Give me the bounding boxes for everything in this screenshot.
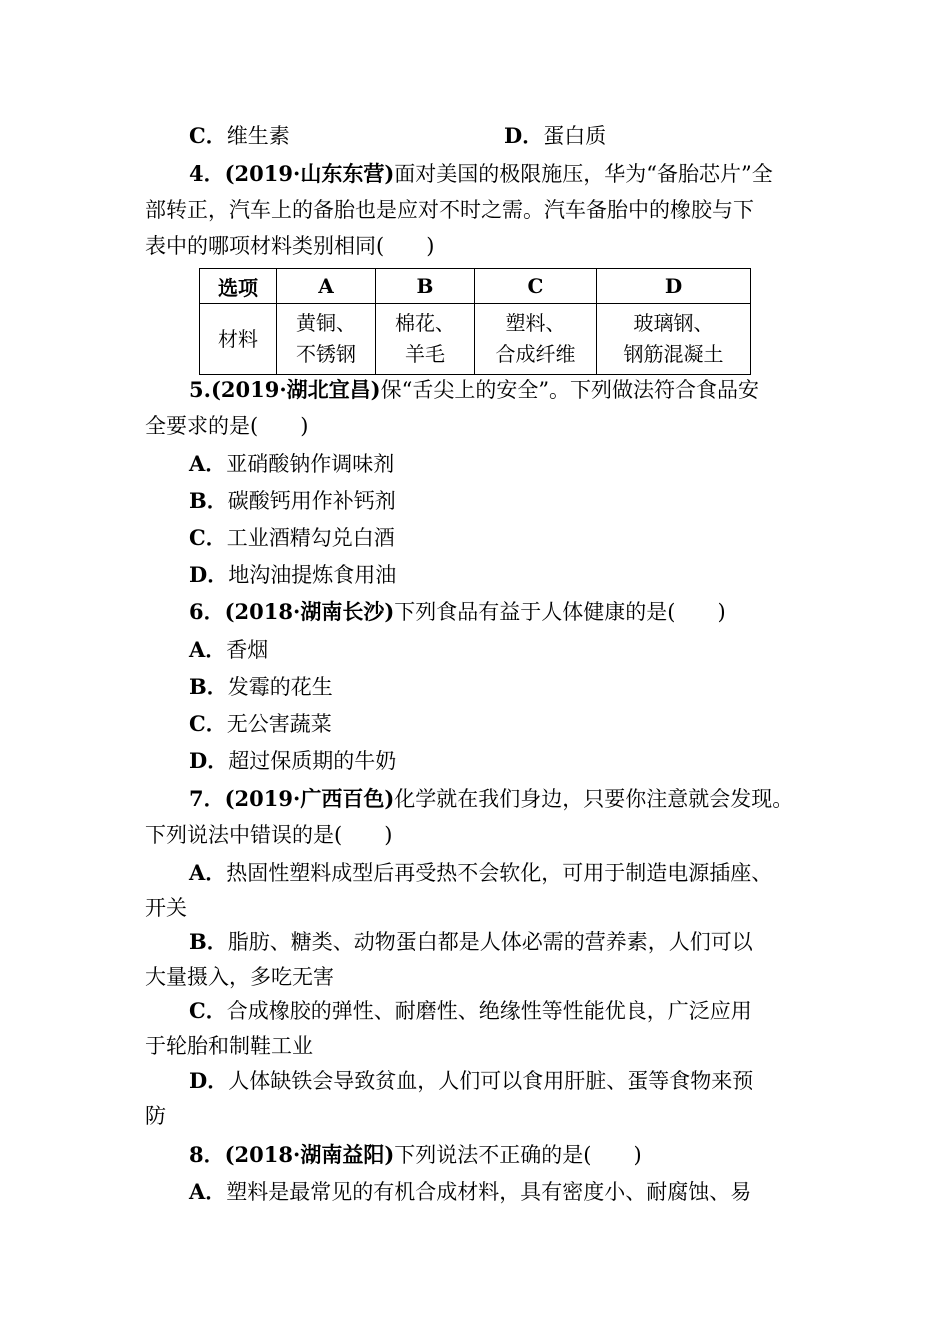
q4-table-cell-b — [376, 304, 475, 375]
q3-option-d-label: D． — [504, 123, 544, 148]
q7-option-d-label: D． — [189, 1068, 229, 1093]
q5-option-d — [189, 556, 825, 593]
q8-option-a-line-1 — [189, 1173, 825, 1210]
q7-number: 7． — [189, 786, 225, 811]
q5-option-b-label: B． — [189, 488, 228, 513]
q3-option-c-label: C． — [189, 123, 227, 148]
q7-option-d-line-1 — [189, 1062, 825, 1099]
q7-source: (2019·广西百色) — [224, 786, 395, 811]
q4-table-header-cell: C — [475, 269, 597, 304]
q5-option-a — [189, 445, 825, 482]
q4-table-header-cell: D — [597, 269, 751, 304]
q4-table-header-cell: 选项 — [200, 269, 277, 304]
q4-cell-a-line-1: 黄铜、 — [296, 311, 356, 335]
q3-option-c-text: 维生素 — [226, 124, 290, 148]
q7-option-a-line-2: 开关 — [145, 896, 187, 920]
q6-option-d-text: 超过保质期的牛奶 — [228, 749, 397, 773]
q7-option-a-line-1 — [189, 854, 825, 891]
q5-number: 5. — [189, 377, 211, 402]
q4-table-cell-d — [597, 304, 751, 375]
q5-option-d-text: 地沟油提炼食用油 — [228, 563, 397, 587]
q5-option-b — [189, 482, 825, 519]
q4-table-cell-a — [277, 304, 376, 375]
q7-option-d-line-2: 防 — [145, 1104, 166, 1128]
q7-option-b-text-1: 脂肪、糖类、动物蛋白都是人体必需的营养素，人们可以 — [227, 930, 753, 954]
q4-source: (2019·山东东营) — [224, 161, 395, 186]
q7-stem-text-1: 化学就在我们身边，只要你注意就会发现。 — [394, 787, 794, 811]
q4-table-row-label: 材料 — [200, 304, 277, 375]
q4-stem-line-2: 部转正，汽车上的备胎也是应对不时之需。汽车备胎中的橡胶与下 — [145, 198, 754, 222]
q8-option-a-text-1: 塑料是最常见的有机合成材料，具有密度小、耐腐蚀、易 — [226, 1180, 752, 1204]
q7-option-a-text-1: 热固性塑料成型后再受热不会软化，可用于制造电源插座、 — [226, 861, 773, 885]
q7-stem-line-1 — [189, 780, 825, 817]
q5-option-b-text: 碳酸钙用作补钙剂 — [227, 489, 396, 513]
q5-option-d-label: D． — [189, 562, 229, 587]
q3-option-d — [504, 117, 606, 155]
q6-option-d — [189, 742, 825, 779]
q4-table-header-row — [200, 269, 751, 304]
q4-table-header-cell: A — [277, 269, 376, 304]
q5-stem-line-1 — [189, 371, 825, 408]
q4-table-header-cell: B — [376, 269, 475, 304]
q3-option-d-text: 蛋白质 — [543, 124, 607, 148]
q7-option-c-text-1: 合成橡胶的弹性、耐磨性、绝缘性等性能优良，广泛应用 — [226, 999, 752, 1023]
q7-option-d-text-1: 人体缺铁会导致贫血，人们可以食用肝脏、蛋等食物来预 — [228, 1069, 754, 1093]
q7-option-b-line-2: 大量摄入，多吃无害 — [145, 965, 334, 989]
q7-option-a-label: A． — [189, 860, 227, 885]
q6-option-b-label: B． — [189, 674, 228, 699]
q8-number: 8． — [189, 1142, 225, 1167]
q8-stem-text-1: 下列说法不正确的是( ) — [394, 1143, 642, 1167]
q6-stem-line-1 — [189, 593, 825, 630]
q3-options-line — [189, 117, 825, 154]
q4-stem-line-1 — [189, 155, 825, 192]
q6-number: 6． — [189, 599, 225, 624]
q6-option-a-label: A． — [189, 637, 227, 662]
q5-option-c-text: 工业酒精勾兑白酒 — [226, 526, 395, 550]
q4-stem-line-3: 表中的哪项材料类别相同( ) — [145, 234, 435, 258]
q4-cell-d-line-1: 玻璃钢、 — [633, 311, 714, 335]
q6-option-b — [189, 668, 825, 705]
q4-number: 4． — [189, 161, 225, 186]
q4-stem-text-1: 面对美国的极限施压，华为“备胎芯片”全 — [394, 162, 773, 186]
q5-stem-line-2: 全要求的是( ) — [145, 414, 309, 438]
q4-table-cell-c — [475, 304, 597, 375]
q6-option-c-text: 无公害蔬菜 — [226, 712, 332, 736]
q7-stem-line-2: 下列说法中错误的是( ) — [145, 823, 393, 847]
q5-option-c — [189, 519, 825, 556]
q6-source: (2018·湖南长沙) — [224, 599, 395, 624]
q7-option-c-line-2: 于轮胎和制鞋工业 — [145, 1034, 313, 1058]
q4-cell-b-line-2: 羊毛 — [405, 342, 445, 366]
q5-option-a-text: 亚硝酸钠作调味剂 — [226, 452, 395, 476]
q4-cell-c-line-1: 塑料、 — [505, 311, 566, 335]
q4-cell-b-line-1: 棉花、 — [395, 311, 455, 335]
q5-option-a-label: A． — [189, 451, 227, 476]
q4-cell-d-line-2: 钢筋混凝土 — [623, 342, 724, 366]
q7-option-b-label: B． — [189, 929, 228, 954]
q4-table-material-row — [200, 304, 751, 375]
q6-option-a-text: 香烟 — [226, 638, 269, 662]
q6-option-c — [189, 705, 825, 742]
q6-option-c-label: C． — [189, 711, 227, 736]
q6-option-d-label: D． — [189, 748, 229, 773]
q4-cell-c-line-2: 合成纤维 — [495, 342, 576, 366]
q8-stem-line-1 — [189, 1136, 825, 1173]
q5-source: (2019·湖北宜昌) — [210, 377, 381, 402]
q7-option-c-label: C． — [189, 998, 227, 1023]
q6-stem-text-1: 下列食品有益于人体健康的是( ) — [394, 600, 726, 624]
q4-materials-table — [199, 268, 751, 375]
q6-option-a — [189, 631, 825, 668]
q8-option-a-label: A． — [189, 1179, 227, 1204]
q5-option-c-label: C． — [189, 525, 227, 550]
q7-option-c-line-1 — [189, 992, 825, 1029]
q4-cell-a-line-2: 不锈钢 — [296, 342, 356, 366]
q6-option-b-text: 发霉的花生 — [227, 675, 333, 699]
q7-option-b-line-1 — [189, 923, 825, 960]
q8-source: (2018·湖南益阳) — [224, 1142, 395, 1167]
q5-stem-text-1: 保“舌尖上的安全”。下列做法符合食品安 — [380, 378, 760, 402]
